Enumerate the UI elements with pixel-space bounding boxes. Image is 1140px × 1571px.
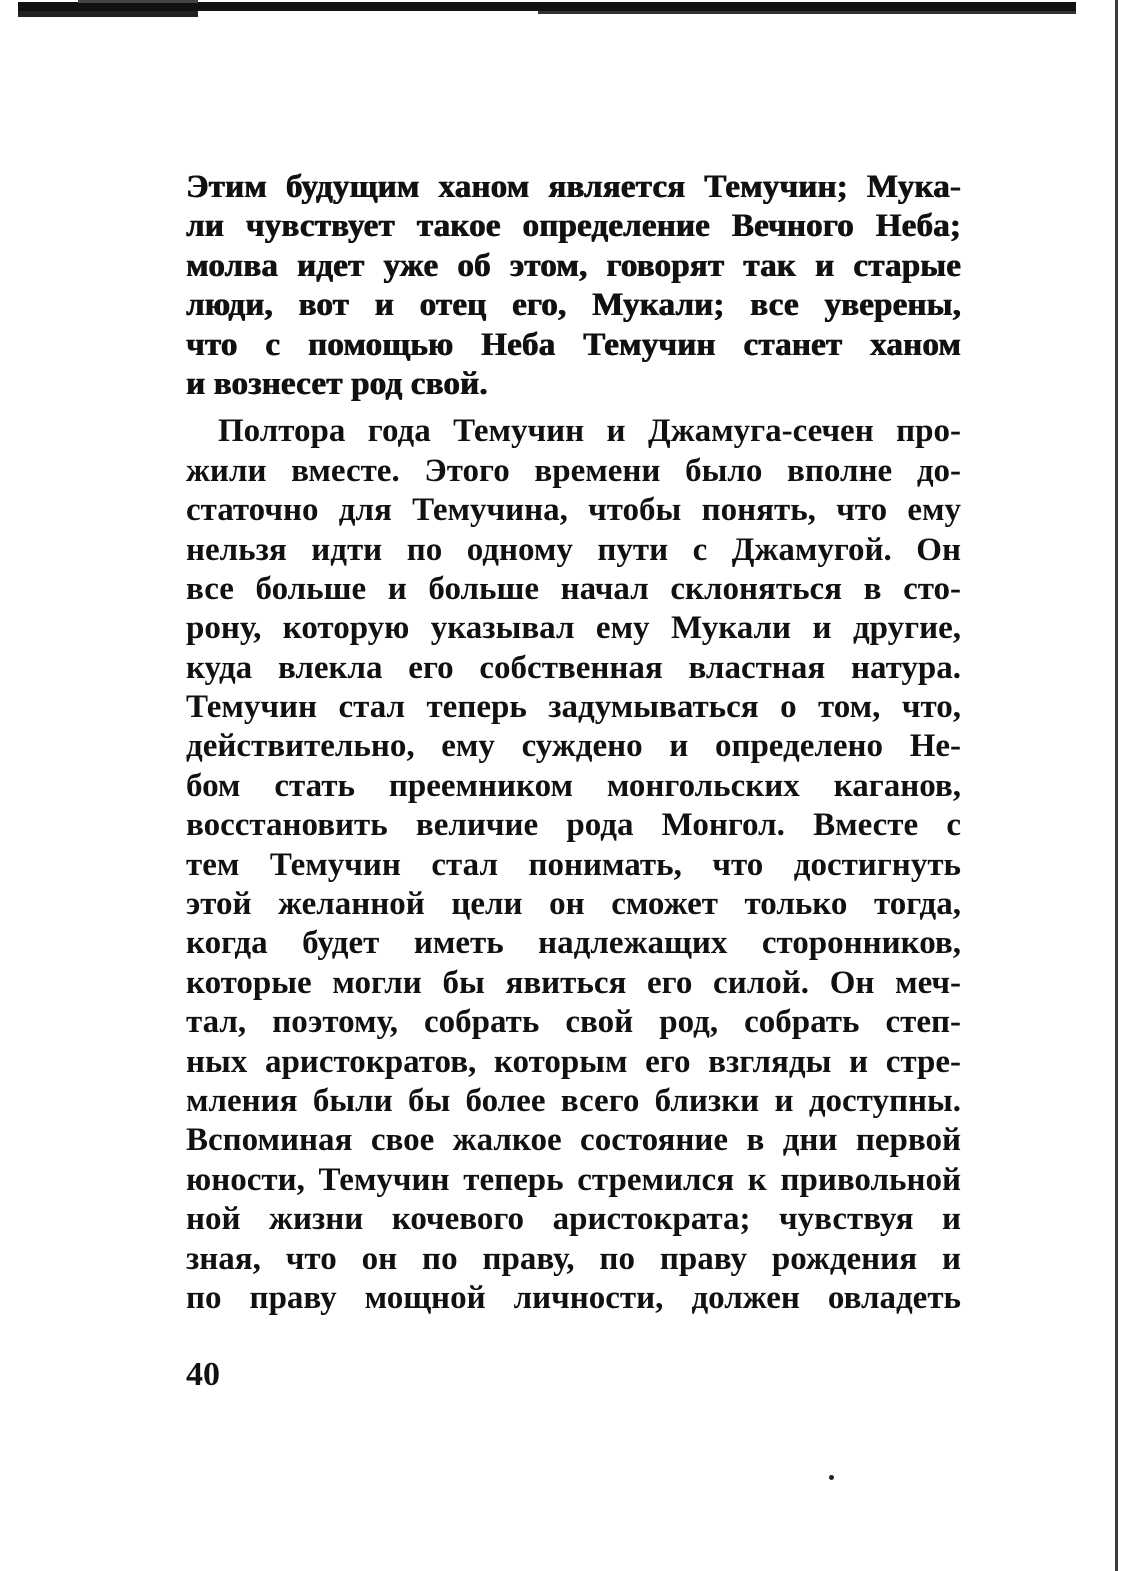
text-line: и вознесет род свой. [186,365,488,402]
text-line: бом стать преемником монгольских каганов, [186,767,961,804]
text-line: все больше и больше начал склоняться в сто- [186,570,961,607]
text-line: зная, что он по праву, по праву рождения и [186,1240,961,1277]
text-line: Вспоминая свое жалкое состояние в дни первой [186,1122,961,1159]
text-line: ной жизни кочевого аристократа; чувствуя и [186,1201,961,1238]
text-line: мления были бы более всего близки и доступны. [186,1082,961,1119]
text-line: ных аристократов, которым его взгляды и стре- [186,1043,961,1080]
paragraph-2 [186,412,961,1318]
text-line: люди, вот и отец его, Мукали; все уверены, [186,287,961,324]
text-line: что с помощью Неба Темучин станет ханом [186,326,961,363]
text-line: действительно, ему суждено и определено Не- [186,728,961,765]
scan-top-border [18,0,1076,22]
text-line: молва идет уже об этом, говорят так и старые [186,247,961,284]
text-line: статочно для Темучина, чтобы понять, что ему [186,492,961,529]
text-line: тал, поэтому, собрать свой род, собрать степ- [186,1004,961,1041]
paragraph-1 [186,168,961,404]
text-line: Полтора года Темучин и Джамуга-сечен про- [218,413,961,450]
text-line: рону, которую указывал ему Мукали и другие, [186,610,961,647]
text-line: восстановить величие рода Монгол. Вместе с [186,807,961,844]
page-number: 40 [186,1356,220,1393]
scan-border-artifact [18,0,1076,22]
text-line: Темучин стал теперь задумываться о том, что, [186,689,961,726]
text-line: куда влекла его собственная властная натура. [186,649,961,686]
text-line: этой желанной цели он сможет только тогда, [186,886,961,923]
text-line: тем Темучин стал понимать, что достигнуть [186,846,961,883]
text-line: по праву мощной личности, должен овладеть [186,1279,961,1316]
scan-right-edge [1115,0,1118,1571]
text-line: юности, Темучин теперь стремился к привольной [186,1161,961,1198]
text-line: ли чувствует такое определение Вечного Неба; [186,208,961,245]
text-line: когда будет иметь надлежащих сторонников, [186,925,961,962]
page-text [186,168,961,1318]
text-line: нельзя идти по одному пути с Джамугой. Он [186,531,961,568]
text-line: Этим будущим ханом является Темучин; Мука- [186,169,961,205]
text-line: которые могли бы явиться его силой. Он меч- [186,964,961,1001]
scan-speck [829,1475,834,1480]
text-line: жили вместе. Этого времени было вполне до- [186,452,961,489]
